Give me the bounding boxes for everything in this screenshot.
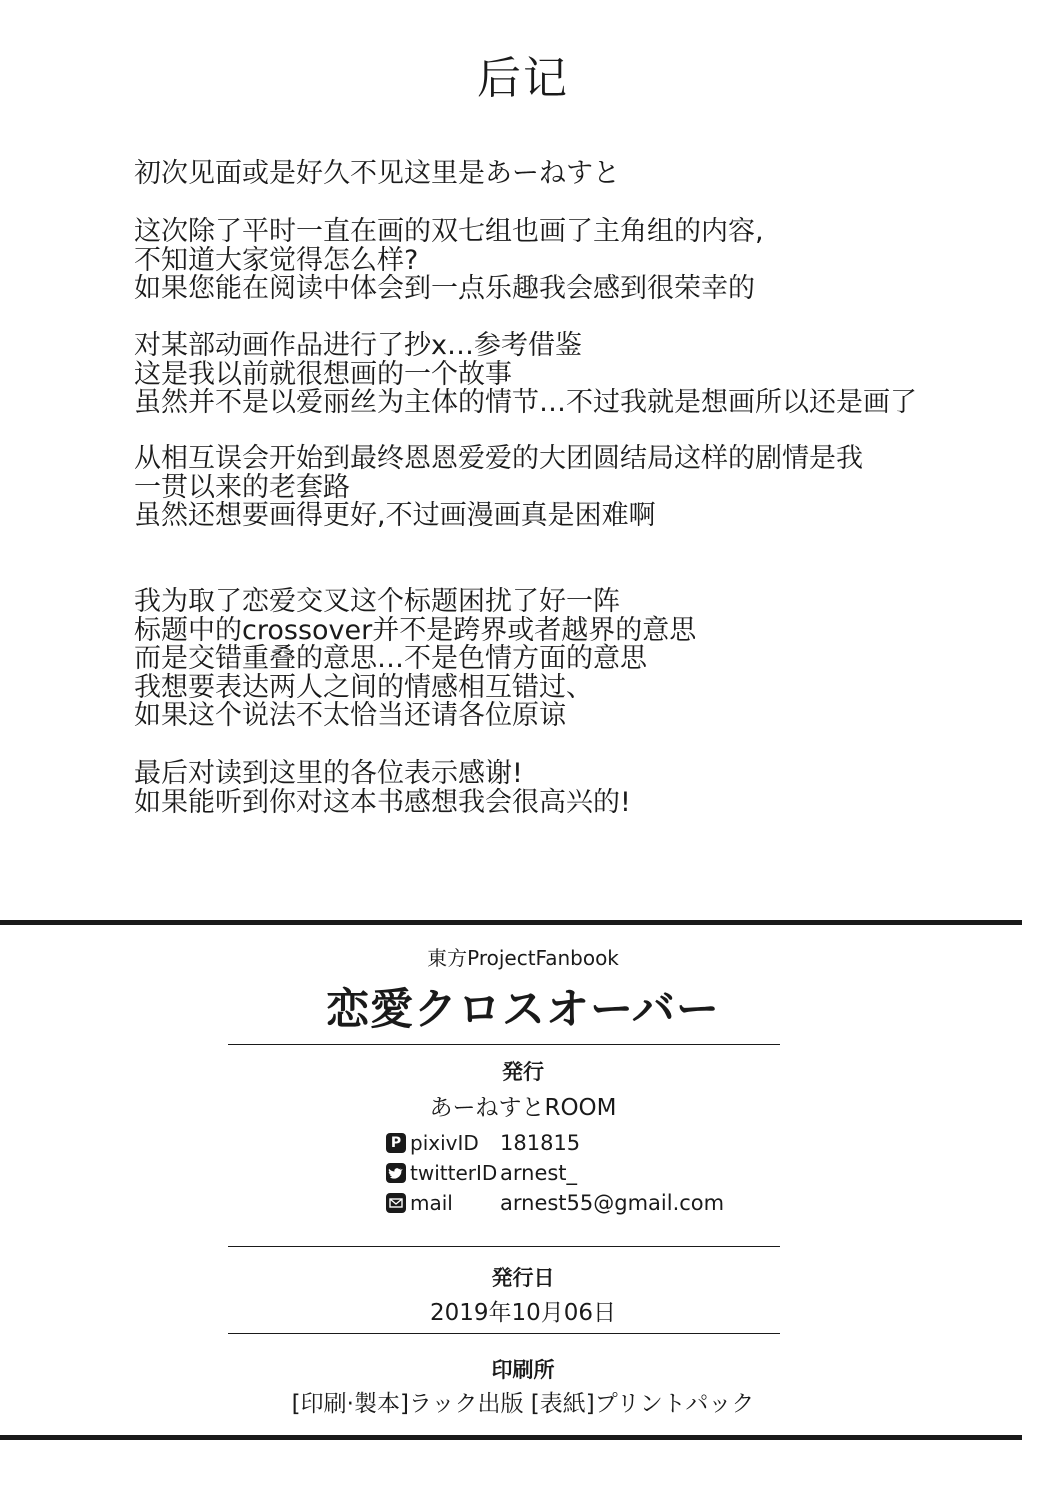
text-line: 标题中的crossover并不是跨界或者越界的意思 [134, 614, 697, 646]
contact-label: pixivID [410, 1131, 479, 1155]
text-line: 而是交错重叠的意思…不是色情方面的意思 [134, 643, 647, 674]
publisher-name: あーねすとROOM [429, 1095, 617, 1121]
date-label: 発行日 [491, 1266, 555, 1290]
text-line: 不知道大家觉得怎么样? [134, 244, 419, 276]
text-line: 这是我以前就很想画的一个故事 [134, 358, 512, 390]
twitter-icon [386, 1163, 406, 1183]
paragraph-1 [134, 160, 1014, 189]
text-line: 这次除了平时一直在画的双七组也画了主角组的内容, [134, 216, 764, 247]
text-line: 初次见面或是好久不见这里是あーねすと [134, 158, 620, 189]
publish-date: 2019年10月06日 [429, 1300, 617, 1326]
text-line: 对某部动画作品进行了抄x…参考借鉴 [134, 330, 582, 361]
mail-icon [386, 1193, 406, 1213]
text-line: 如果能听到你对这本书感想我会很高兴的! [134, 786, 631, 818]
book-title: 恋愛クロスオーバー [326, 985, 720, 1035]
contact-value: arnest_ [500, 1161, 578, 1185]
printer-label: 印刷所 [491, 1358, 555, 1382]
text-line: 如果这个说法不太恰当还请各位原谅 [134, 700, 566, 731]
paragraph-3 [134, 332, 1014, 418]
text-line: 我为取了恋爱交叉这个标题困扰了好一阵 [134, 586, 620, 617]
contact-value: arnest55@gmail.com [500, 1191, 725, 1215]
divider [228, 1246, 780, 1247]
colophon-bottom-rule [0, 1435, 1022, 1440]
text-line: 虽然并不是以爱丽丝为主体的情节…不过我就是想画所以还是画了 [134, 387, 917, 418]
contact-label: twitterID [410, 1161, 498, 1185]
pixiv-icon: P [386, 1133, 406, 1153]
divider [228, 1044, 780, 1045]
publisher-label: 発行 [502, 1060, 544, 1084]
text-line: 如果您能在阅读中体会到一点乐趣我会感到很荣幸的 [134, 273, 755, 304]
divider [228, 1333, 780, 1334]
page-title: 后记 [477, 53, 569, 104]
text-line: 我想要表达两人之间的情感相互错过、 [134, 671, 593, 703]
text-line: 虽然还想要画得更好,不过画漫画真是困难啊 [134, 500, 656, 531]
text-line: 一贯以来的老套路 [134, 471, 350, 503]
printer-name: [印刷·製本]ラック出版 [表紙]プリントパック [291, 1391, 755, 1417]
paragraph-4 [134, 445, 1014, 531]
text-line: 最后对读到这里的各位表示感谢! [134, 758, 523, 789]
colophon-subtitle: 東方ProjectFanbook [427, 946, 619, 970]
text-line: 从相互误会开始到最终恩恩爱爱的大团圆结局这样的剧情是我 [134, 443, 863, 474]
paragraph-2 [134, 218, 1014, 304]
paragraph-6 [134, 760, 1014, 817]
contact-value: 181815 [500, 1131, 581, 1155]
paragraph-5 [134, 588, 1014, 731]
contact-label: mail [410, 1191, 453, 1215]
colophon-top-rule [0, 920, 1022, 925]
